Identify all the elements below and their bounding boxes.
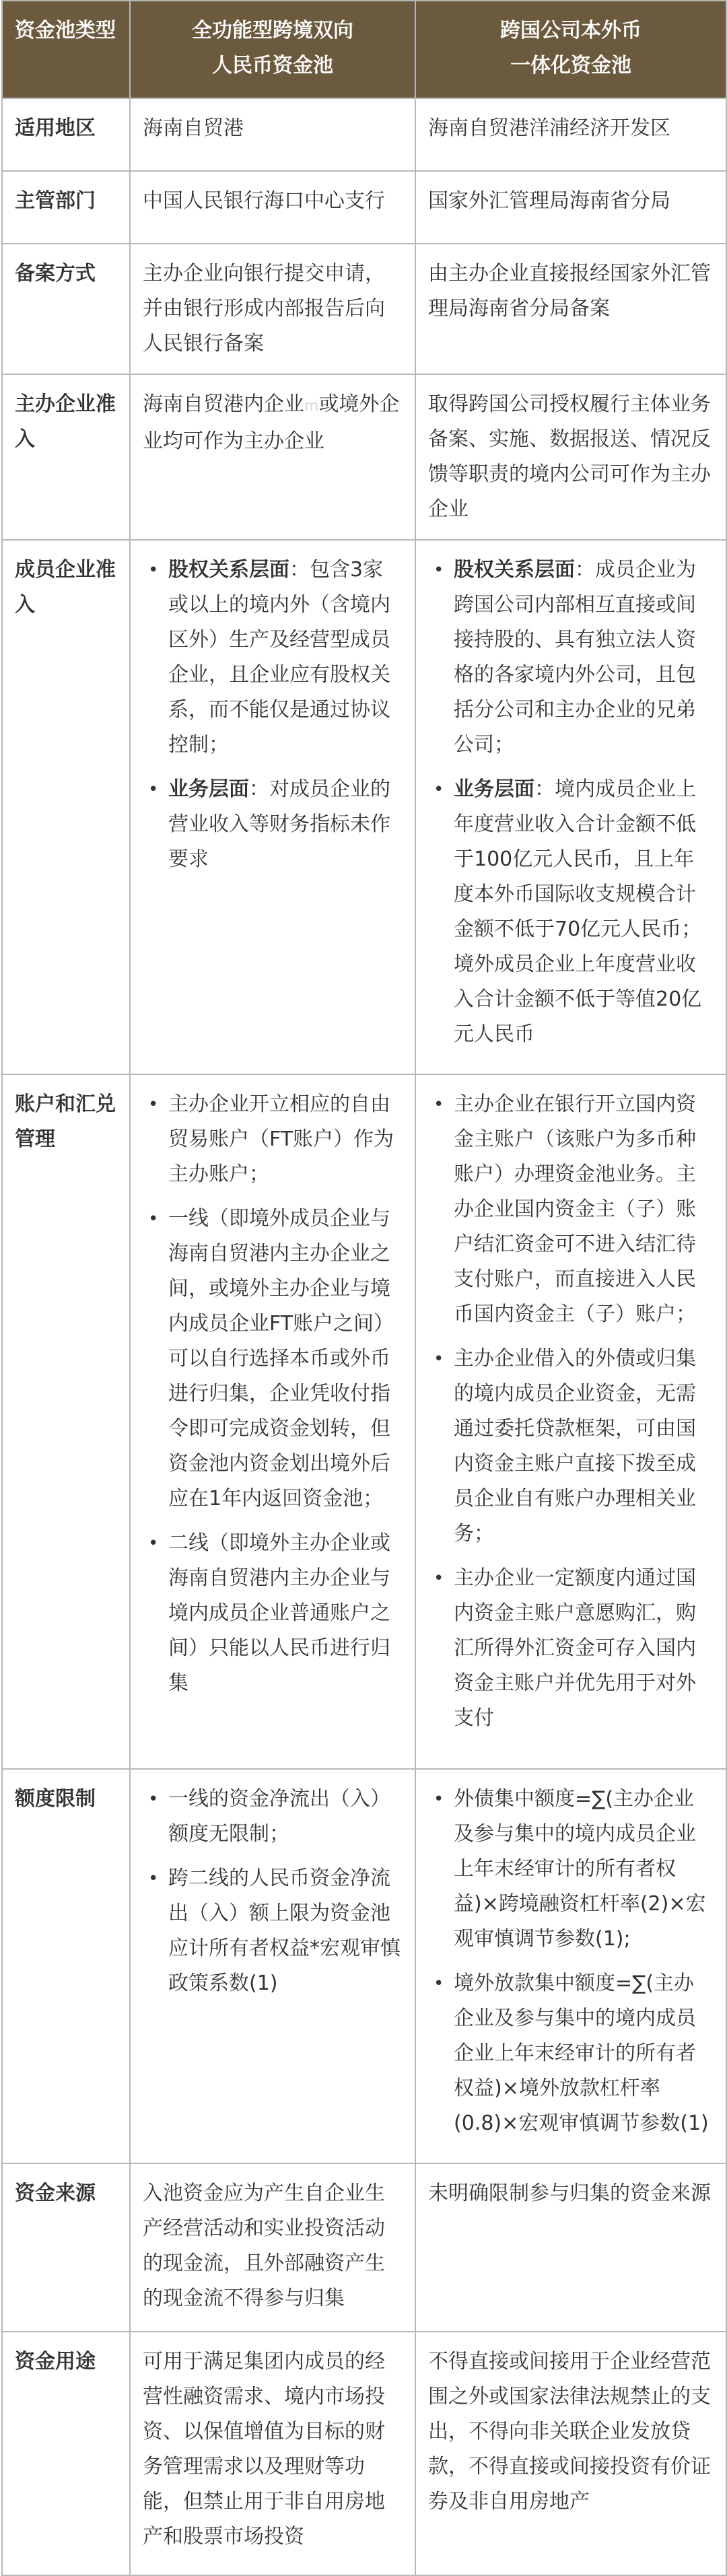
accounts-rmb-list [143,1087,403,1701]
row-usage [2,2332,726,2575]
list-item [454,772,714,1052]
list-item [454,553,714,763]
row-quota [2,1769,726,2163]
bullet-heading: 股权关系层面 [454,558,575,582]
row-region [2,98,726,171]
list-item: • 主办企业借入的外债或归集的境内成员企业资金，无需通过委托贷款框架，可由国内资金主账户直接下拨至成员企业自有账户办理相关业务； [454,1342,714,1552]
cell-usage-multi: 不得直接或间接用于企业经营范围之外或国家法律法规禁止的支出，不得向非关联企业发放贷款，不得直接或间接投资有价证券及非自用房地产 [415,2332,726,2575]
row-label-quota: 额度限制 [2,1769,130,2163]
header-row [2,1,726,98]
header-multicurrency-pool [415,1,726,98]
quota-multi-list [428,1782,714,2141]
cell-accounts-multi [415,1074,726,1769]
list-item [168,772,403,877]
bullet-text: ：包含3家或以上的境内外（含境内区外）生产及经营型成员企业，且企业应有股权关系，而不能仅是通过协议控制； [168,558,390,757]
row-authority [2,171,726,244]
row-label-filing: 备案方式 [2,244,130,374]
list-item: • 境外放款集中额度=∑(主办企业及参与集中的境内成员企业上年末经审计的所有者权益)×境外放款杠杆率(0.8)×宏观审慎调节参数(1) [454,1966,714,2141]
list-item: • 一线的资金净流出（入）额度无限制； [168,1782,403,1852]
list-item: • 跨二线的人民币资金净流出（入）额上限为资金池应计所有者权益*宏观审慎政策系数(1) [168,1861,403,2001]
cell-quota-rmb [130,1769,415,2163]
bullet-text: ：成员企业为跨国公司内部相互直接或间接持股的、具有独立法人资格的各家境内外公司，且包括分公司和主办企业的兄弟公司； [454,558,696,757]
cell-filing-rmb: 主办企业向银行提交申请，并由银行形成内部报告后向人民银行备案 [130,244,415,374]
cell-host-access-rmb [130,374,415,540]
row-source [2,2163,726,2332]
bullet-heading: 业务层面 [454,777,534,801]
row-label-host-access: 主办企业准入 [2,374,130,540]
list-item: • 主办企业一定额度内通过国内资金主账户意愿购汇，购汇所得外汇资金可存入国内资金主账户并优先用于对外支付 [454,1561,714,1736]
cell-region-multi: 海南自贸港洋浦经济开发区 [415,98,726,171]
header-multicurrency-pool-line1: 跨国公司本外币 [500,19,642,42]
row-accounts [2,1074,726,1769]
bullet-text: ：对成员企业的营业收入等财务指标未作要求 [168,777,390,871]
member-access-rmb-list [143,553,403,877]
host-access-rmb-text-2: 或境外企业均可作为主办企业 [143,392,400,453]
table-header [2,1,726,98]
header-rmb-pool-line2: 人民币资金池 [212,54,333,77]
row-host-access [2,374,726,540]
cell-member-access-rmb [130,540,415,1074]
list-item: • 一线（即境外成员企业与海南自贸港内主办企业之间，或境外主办企业与境内成员企业FT账户之间）可以自行选择本币或外币进行归集，企业凭收付指令即可完成资金划转，但资金池内资金划出境外后应在1年内返回资金池； [168,1202,403,1517]
cell-authority-multi: 国家外汇管理局海南省分局 [415,171,726,244]
row-label-usage: 资金用途 [2,2332,130,2575]
cell-usage-rmb: 可用于满足集团内成员的经营性融资需求、境内市场投资、以保值增值为目标的财务管理需求以及理财等功能，但禁止用于非自用房地产和股票市场投资 [130,2332,415,2575]
cell-source-multi: 未明确限制参与归集的资金来源 [415,2163,726,2332]
cell-region-rmb: 海南自贸港 [130,98,415,171]
row-label-region: 适用地区 [2,98,130,171]
header-rmb-pool-line1: 全功能型跨境双向 [192,19,353,42]
row-label-member-access: 成员企业准入 [2,540,130,1074]
list-item: • 主办企业开立相应的自由贸易账户（FT账户）作为主办账户； [168,1087,403,1192]
row-filing [2,244,726,374]
list-item: • 二线（即境外主办企业或海南自贸港内主办企业与境内成员企业普通账户之间）只能以人民币进行归集 [168,1526,403,1701]
cell-authority-rmb: 中国人民银行海口中心支行 [130,171,415,244]
header-multicurrency-pool-line2: 一体化资金池 [510,54,631,77]
bullet-heading: 股权关系层面 [168,558,289,582]
row-label-source: 资金来源 [2,2163,130,2332]
bullet-text: ：境内成员企业上年度营业收入合计金额不低于100亿元人民币，且上年度本外币国际收支规模合计金额不低于70亿元人民币；境外成员企业上年度营业收入合计金额不低于等值20亿元人民币 [454,777,702,1046]
header-pool-type: 资金池类型 [2,1,130,98]
cell-member-access-multi [415,540,726,1074]
host-access-rmb-text-1: 海南自贸港内企业 [143,392,304,416]
row-member-access [2,540,726,1074]
cell-accounts-rmb [130,1074,415,1769]
quota-rmb-list [143,1782,403,2001]
cell-source-rmb: 入池资金应为产生自企业生产经营活动和实业投资活动的现金流，且外部融资产生的现金流不得参与归集 [130,2163,415,2332]
header-rmb-pool [130,1,415,98]
member-access-multi-list [428,553,714,1052]
list-item [168,553,403,763]
watermark-mark: m [304,398,319,415]
row-label-authority: 主管部门 [2,171,130,244]
cell-host-access-multi: 取得跨国公司授权履行主体业务备案、实施、数据报送、情况反馈等职责的境内公司可作为主办企业 [415,374,726,540]
comparison-table [1,0,727,2576]
cell-quota-multi [415,1769,726,2163]
accounts-multi-list [428,1087,714,1736]
row-label-accounts: 账户和汇兑管理 [2,1074,130,1769]
list-item: • 外债集中额度=∑(主办企业及参与集中的境内成员企业上年末经审计的所有者权益)×跨境融资杠杆率(2)×宏观审慎调节参数(1); [454,1782,714,1957]
cell-filing-multi: 由主办企业直接报经国家外汇管理局海南省分局备案 [415,244,726,374]
list-item: • 主办企业在银行开立国内资金主账户（该账户为多币种账户）办理资金池业务。主办企业国内资金主（子）账户结汇资金可不进入结汇待支付账户，而直接进入人民币国内资金主（子）账户； [454,1087,714,1332]
bullet-heading: 业务层面 [168,777,249,801]
